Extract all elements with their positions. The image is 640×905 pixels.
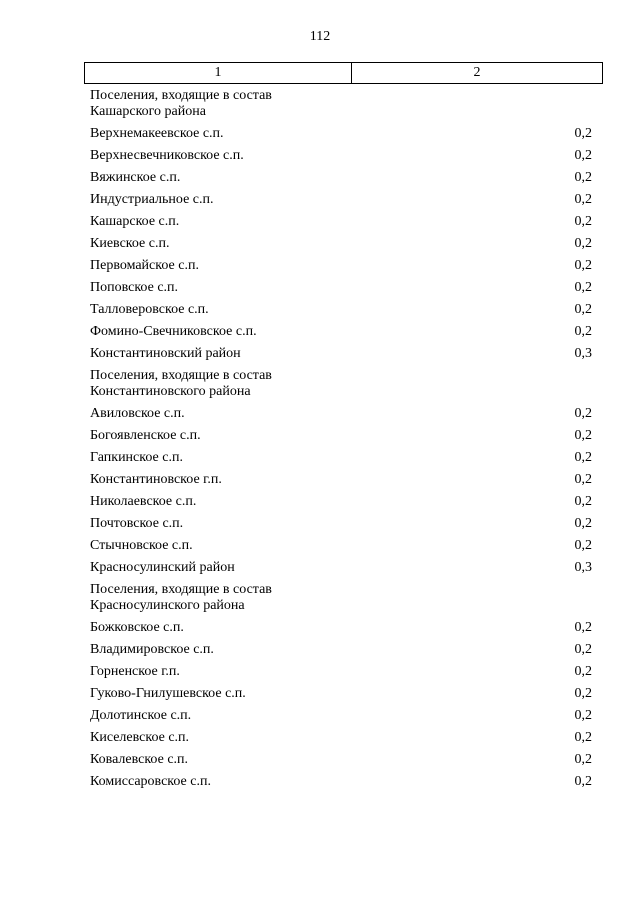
row-name: Божковское с.п. [90,620,184,635]
row-value: 0,2 [574,642,592,657]
row-value: 0,3 [574,346,592,361]
table-row [90,346,592,362]
row-value: 0,2 [574,170,592,185]
table-header-row [85,63,603,84]
row-value: 0,2 [574,214,592,229]
row-name: Индустриальное с.п. [90,192,214,207]
table-row [90,280,592,296]
row-name: Кашарское с.п. [90,214,180,229]
table-row [90,126,592,142]
column-header-2: 2 [352,63,603,84]
row-value: 0,3 [574,560,592,575]
row-value: 0,2 [574,450,592,465]
table-row [90,752,592,768]
row-name: Гапкинское с.п. [90,450,183,465]
row-value: 0,2 [574,148,592,163]
row-value: 0,2 [574,280,592,295]
table-row [90,324,592,340]
row-name: Горненское г.п. [90,664,180,679]
table-row [90,302,592,318]
row-name: Богоявленское с.п. [90,428,201,443]
row-name: Константиновское г.п. [90,472,222,487]
row-name: Верхнесвечниковское с.п. [90,148,244,163]
row-name: Верхнемакеевское с.п. [90,126,224,141]
row-name: Киевское с.п. [90,236,170,251]
row-name: Долотинское с.п. [90,708,192,723]
table-row [90,686,592,702]
table-row [90,560,592,576]
row-value: 0,2 [574,664,592,679]
table-row [90,582,592,614]
row-value: 0,2 [574,708,592,723]
row-name: Фомино-Свечниковское с.п. [90,324,257,339]
row-value: 0,2 [574,472,592,487]
row-value: 0,2 [574,324,592,339]
row-value: 0,2 [574,126,592,141]
table-row [90,258,592,274]
row-value: 0,2 [574,406,592,421]
row-name: Киселевское с.п. [90,730,190,745]
table-row [90,664,592,680]
row-value: 0,2 [574,752,592,767]
row-name: Стычновское с.п. [90,538,193,553]
row-value: 0,2 [574,538,592,553]
table-row [90,406,592,422]
row-name: Поселения, входящие в состав Кашарского района [90,88,272,119]
table-row [90,730,592,746]
page-number: 112 [309,29,331,44]
table-row [90,450,592,466]
row-name: Красносулинский район [90,560,235,575]
table-row [90,148,592,164]
row-value: 0,2 [574,774,592,789]
table-row [90,472,592,488]
table-row [90,170,592,186]
row-name: Гуково-Гнилушевское с.п. [90,686,246,701]
row-value: 0,2 [574,236,592,251]
table-row [90,494,592,510]
table-row [90,516,592,532]
row-name: Поселения, входящие в состав Константиновского района [90,368,272,399]
row-value: 0,2 [574,516,592,531]
row-name: Константиновский район [90,346,241,361]
row-value: 0,2 [574,302,592,317]
table-row [90,368,592,400]
row-name: Авиловское с.п. [90,406,185,421]
table-row [90,192,592,208]
table-row [90,236,592,252]
column-header-1: 1 [85,63,352,84]
row-name: Комиссаровское с.п. [90,774,211,789]
row-name: Поселения, входящие в состав Красносулинского района [90,582,272,613]
table-row [90,620,592,636]
row-name: Николаевское с.п. [90,494,197,509]
row-value: 0,2 [574,494,592,509]
table-row [90,642,592,658]
row-name: Ковалевское с.п. [90,752,189,767]
table-row [90,708,592,724]
row-value: 0,2 [574,730,592,745]
table-header [84,62,603,84]
row-name: Талловеровское с.п. [90,302,209,317]
table-body [90,88,592,796]
table-row [90,214,592,230]
row-name: Первомайское с.п. [90,258,199,273]
row-value: 0,2 [574,192,592,207]
row-name: Почтовское с.п. [90,516,184,531]
row-value: 0,2 [574,428,592,443]
table-row [90,428,592,444]
row-value: 0,2 [574,258,592,273]
table-row [90,774,592,790]
row-value: 0,2 [574,620,592,635]
row-name: Поповское с.п. [90,280,179,295]
row-value: 0,2 [574,686,592,701]
row-name: Вяжинское с.п. [90,170,181,185]
table-row [90,88,592,120]
table-row [90,538,592,554]
row-name: Владимировское с.п. [90,642,214,657]
